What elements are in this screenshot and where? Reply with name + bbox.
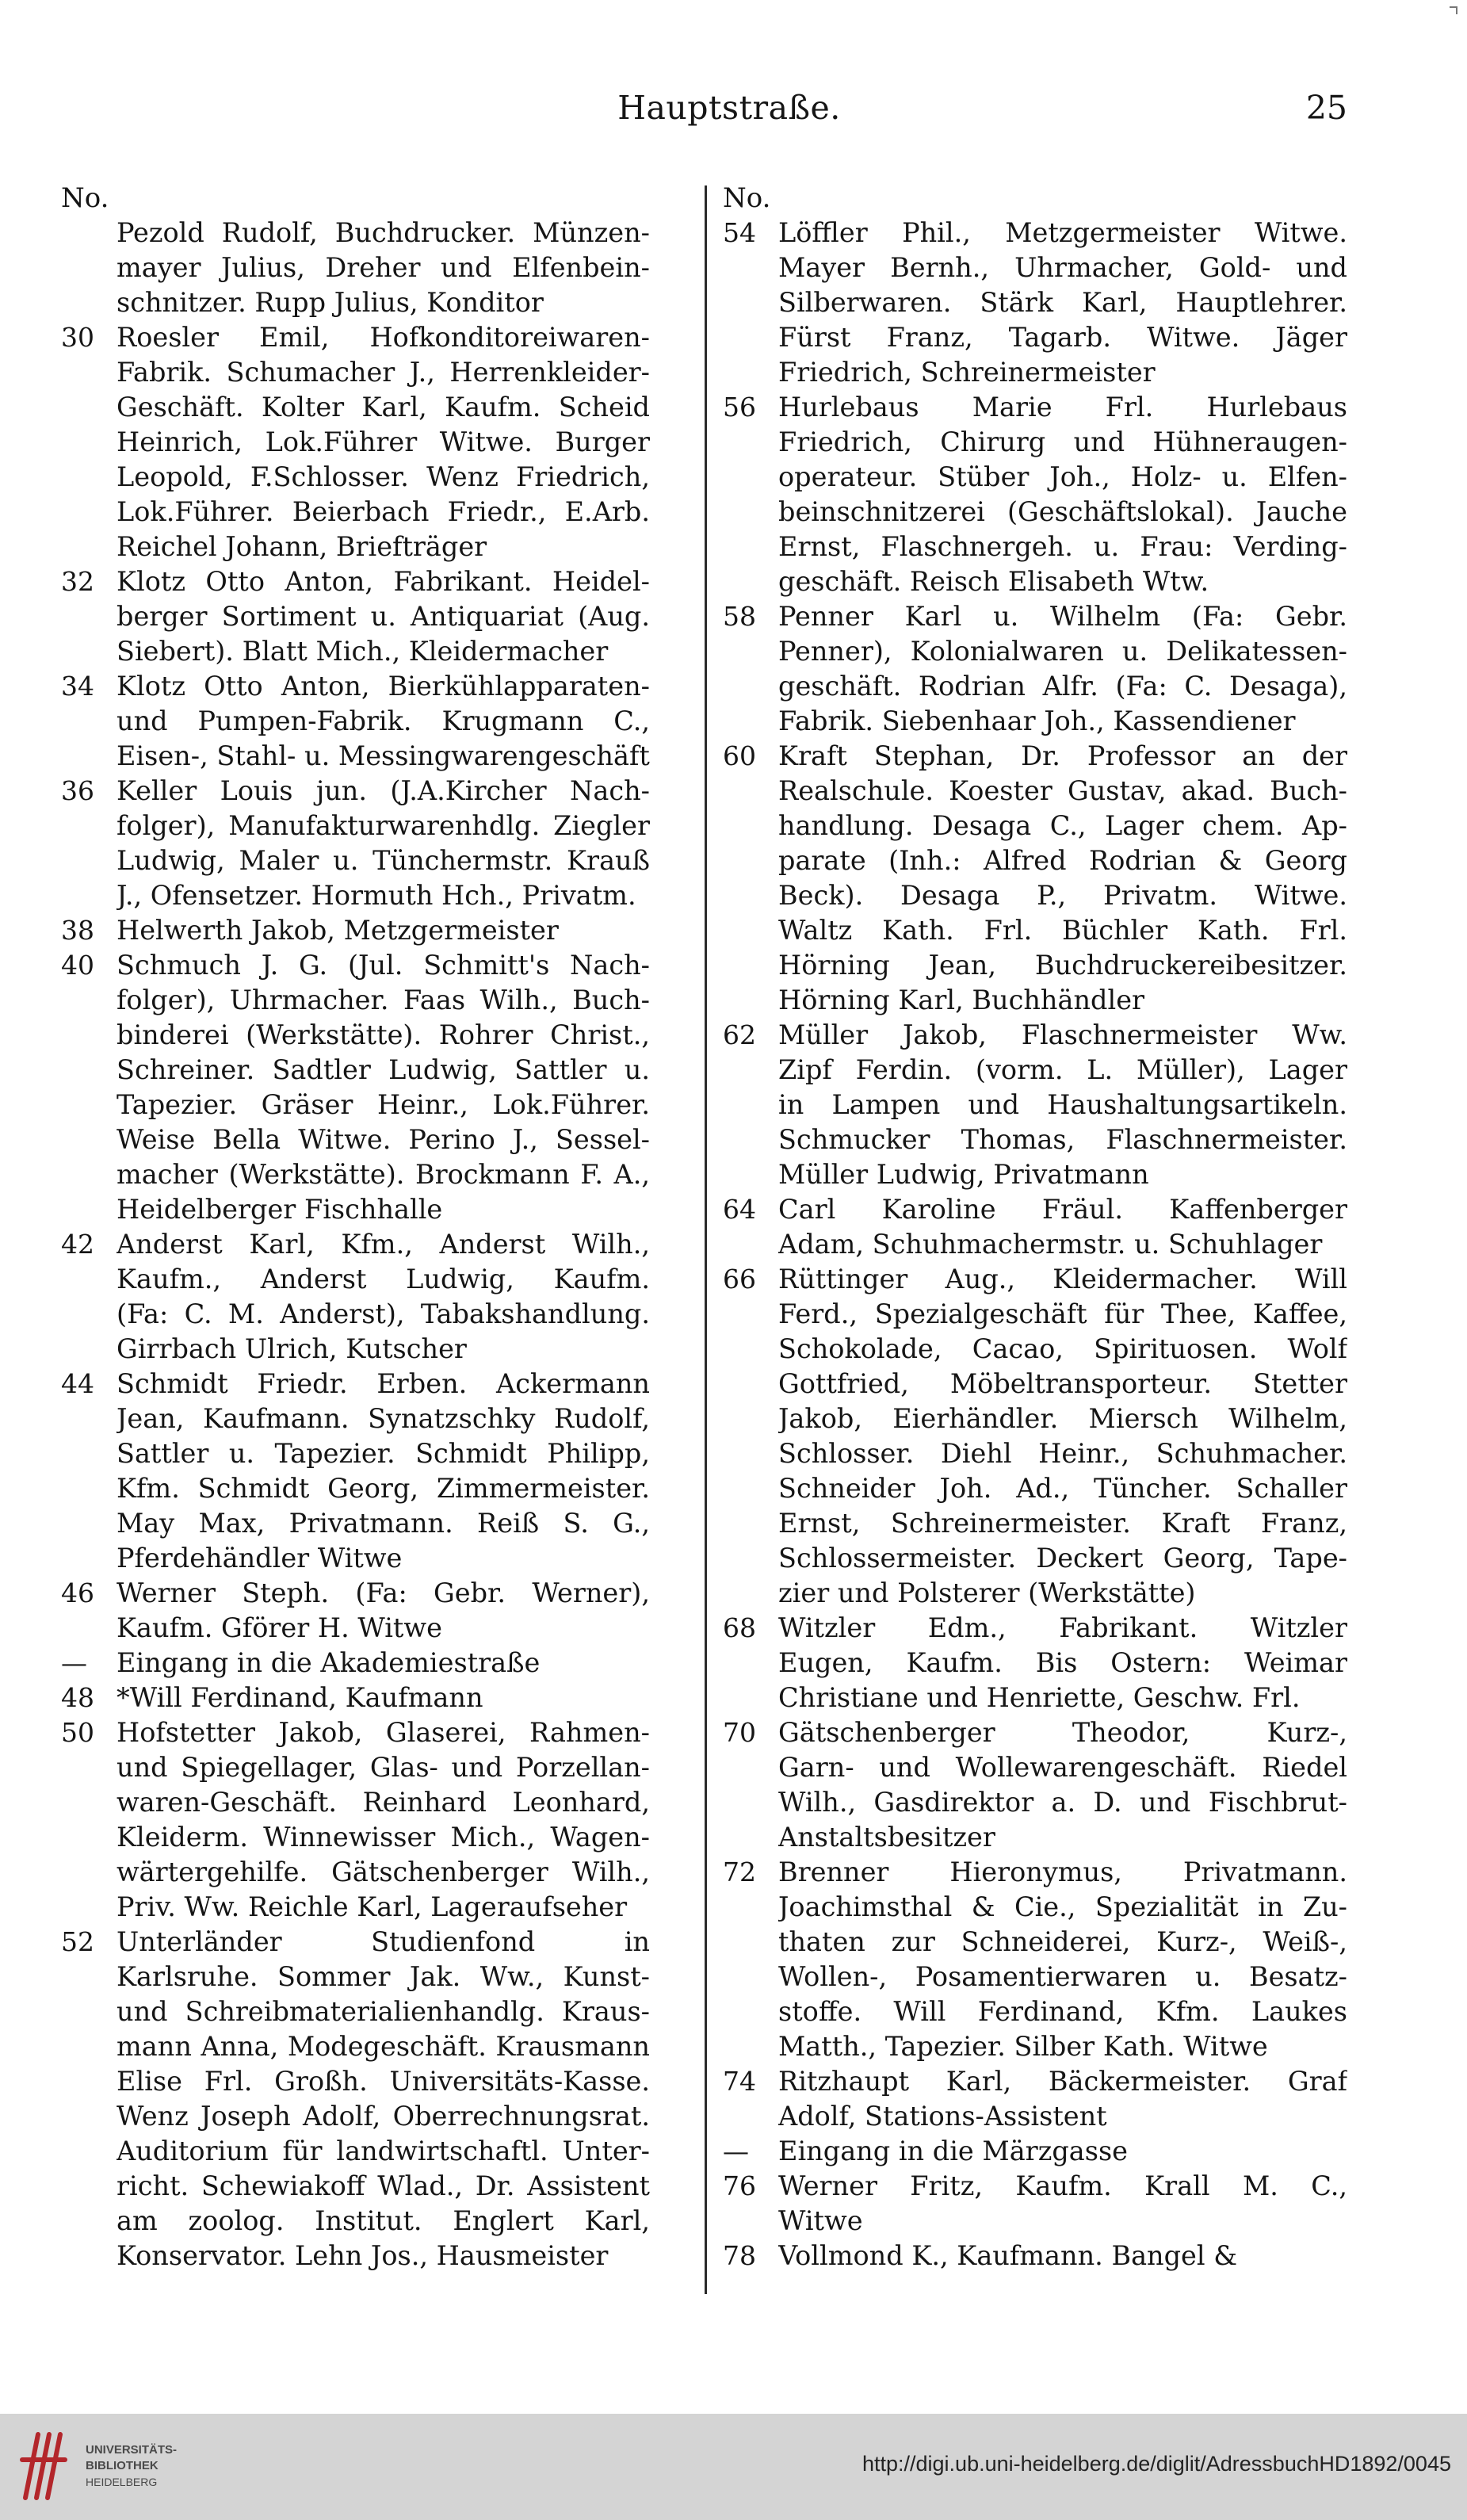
entry-line: Pferdehändler Witwe (117, 1543, 403, 1574)
entry-line: Kleiderm. Winnewisser Mich., Wagen- (117, 1822, 650, 1853)
directory-entry (59, 669, 650, 774)
entry-line: und Spiegellager, Glas- und Porzellan- (117, 1752, 650, 1783)
entry-line: binderei (Werkstätte). Rohrer Christ., (117, 1019, 650, 1050)
house-number: 58 (723, 601, 756, 632)
house-number: 40 (61, 950, 94, 981)
house-number: 34 (61, 671, 94, 702)
entry-line: Schneider Joh. Ad., Tüncher. Schaller (778, 1473, 1347, 1504)
entry-line: Karlsruhe. Sommer Jak. Ww., Kunst- (117, 1961, 650, 1992)
entry-line: Werner Steph. (Fa: Gebr. Werner), (117, 1577, 650, 1608)
entry-line: Eugen, Kaufm. Bis Ostern: Weimar (778, 1647, 1347, 1678)
entry-line: Ferd., Spezialgeschäft für Thee, Kaffee, (778, 1298, 1347, 1329)
entry-text (117, 1646, 650, 1681)
entry-line: Ernst, Flaschnergeh. u. Frau: Verding- (778, 531, 1347, 562)
house-number: 54 (723, 217, 756, 248)
entry-line: Schlossermeister. Deckert Georg, Tape- (778, 1543, 1347, 1574)
directory-entry (721, 2064, 1347, 2134)
entry-text (778, 1018, 1347, 1192)
directory-entry (721, 1611, 1347, 1715)
directory-entry (59, 216, 650, 320)
entry-line: Schmidt Friedr. Erben. Ackermann (117, 1368, 650, 1399)
directory-entry (59, 774, 650, 913)
entry-line: Kaufm. Gförer H. Witwe (117, 1612, 442, 1643)
entry-text (117, 913, 650, 948)
entry-line: Realschule. Koester Gustav, akad. Buch- (778, 775, 1347, 806)
entry-text (778, 739, 1347, 1018)
entry-line: und Schreibmaterialienhandlg. Kraus- (117, 1996, 650, 2027)
entry-line: Gottfried, Möbeltransporteur. Stetter (778, 1368, 1347, 1399)
house-number: — (61, 1647, 87, 1678)
entry-line: Klotz Otto Anton, Bierkühlapparaten- (117, 671, 650, 702)
entry-line: macher (Werkstätte). Brockmann F. A., (117, 1159, 650, 1190)
directory-entry (59, 913, 650, 948)
entry-line: folger), Uhrmacher. Faas Wilh., Buch- (117, 985, 650, 1015)
entry-line: mann Anna, Modegeschäft. Krausmann (117, 2031, 650, 2062)
entry-line: Fabrik. Schumacher J., Herrenkleider- (117, 357, 650, 388)
library-name-line: HEIDELBERG (86, 2476, 158, 2488)
directory-entry (59, 948, 650, 1227)
directory-entry (721, 1192, 1347, 1262)
entry-line: Schokolade, Cacao, Spirituosen. Wolf (778, 1333, 1347, 1364)
entry-line: Pezold Rudolf, Buchdrucker. Münzen- (117, 217, 650, 248)
entry-line: Schlosser. Diehl Heinr., Schuhmacher. (778, 1438, 1347, 1469)
directory-entry (59, 1227, 650, 1367)
directory-entry (721, 599, 1347, 739)
entry-line: *Will Ferdinand, Kaufmann (117, 1682, 483, 1713)
entry-line: (Fa: C. M. Anderst), Tabakshandlung. (117, 1298, 650, 1329)
directory-entry (59, 1646, 650, 1681)
entry-line: Gätschenberger Theodor, Kurz-, (778, 1717, 1347, 1748)
entry-line: Werner Fritz, Kaufm. Krall M. C., (778, 2170, 1347, 2201)
entry-line: Leopold, F.Schlosser. Wenz Friedrich, (117, 461, 650, 492)
entry-line: operateur. Stüber Joh., Holz- u. Elfen- (778, 461, 1347, 492)
entry-line: Vollmond K., Kaufmann. Bangel & (778, 2240, 1238, 2271)
entry-line: Eisen-, Stahl- u. Messingwarengeschäft (117, 740, 650, 771)
entry-line: Zipf Ferdin. (vorm. L. Müller), Lager (778, 1054, 1347, 1085)
entry-text (117, 320, 650, 564)
entry-text (117, 564, 650, 669)
directory-entry (721, 390, 1347, 599)
entry-line: Adolf, Stations-Assistent (778, 2101, 1107, 2132)
house-number: 30 (61, 322, 94, 353)
entry-text (778, 1192, 1347, 1262)
corner-mark (1450, 6, 1457, 14)
entry-line: Unterländer Studienfond in (117, 1926, 650, 1957)
entry-line: Müller Jakob, Flaschnermeister Ww. (778, 1019, 1347, 1050)
entry-line: Hörning Karl, Buchhändler (778, 985, 1145, 1015)
directory-entry (59, 1367, 650, 1576)
entry-line: Waltz Kath. Frl. Büchler Kath. Frl. (778, 915, 1347, 946)
entry-line: Schreiner. Sadtler Ludwig, Sattler u. (117, 1054, 650, 1085)
entry-line: beinschnitzerei (Geschäftslokal). Jauche (778, 496, 1347, 527)
entry-line: Joachimsthal & Cie., Spezialität in Zu- (778, 1891, 1347, 1922)
page-number: 25 (1305, 89, 1347, 127)
left-entries (59, 216, 650, 2273)
entry-text (778, 2064, 1347, 2134)
house-number: 64 (723, 1194, 756, 1225)
entry-line: Anderst Karl, Kfm., Anderst Wilh., (117, 1229, 650, 1260)
entry-line: Hofstetter Jakob, Glaserei, Rahmen- (117, 1717, 650, 1748)
entry-line: Penner Karl u. Wilhelm (Fa: Gebr. (778, 601, 1347, 632)
entry-text (778, 1855, 1347, 2064)
house-number: 62 (723, 1019, 756, 1050)
entry-line: geschäft. Reisch Elisabeth Wtw. (778, 566, 1209, 597)
entry-line: Adam, Schuhmachermstr. u. Schuhlager (778, 1229, 1323, 1260)
entry-text (778, 1611, 1347, 1715)
entry-line: Roesler Emil, Hofkonditoreiwaren- (117, 322, 650, 353)
library-name-line: BIBLIOTHEK (86, 2459, 159, 2472)
house-number: 72 (723, 1857, 756, 1887)
entry-text (778, 599, 1347, 739)
directory-entry (721, 1262, 1347, 1611)
directory-entry (721, 2169, 1347, 2239)
entry-line: Wilh., Gasdirektor a. D. und Fischbrut- (778, 1787, 1347, 1818)
left-column (59, 181, 650, 2273)
entry-line: Ludwig, Maler u. Tünchermstr. Krauß (117, 845, 650, 876)
house-number: 70 (723, 1717, 756, 1748)
house-number: 36 (61, 775, 94, 806)
column-heading: No. (61, 182, 109, 214)
house-number: 48 (61, 1682, 94, 1713)
entry-line: Christiane und Henriette, Geschw. Frl. (778, 1682, 1301, 1713)
entry-line: Friedrich, Schreinermeister (778, 357, 1156, 388)
entry-line: wärtergehilfe. Gätschenberger Wilh., (117, 1857, 650, 1887)
entry-line: Konservator. Lehn Jos., Hausmeister (117, 2240, 609, 2271)
university-library-logo-icon (17, 2428, 71, 2504)
entry-line: Geschäft. Kolter Karl, Kaufm. Scheid (117, 392, 650, 423)
entry-line: Carl Karoline Fräul. Kaffenberger (778, 1194, 1347, 1225)
entry-line: Reichel Johann, Briefträger (117, 531, 487, 562)
entry-line: Penner), Kolonialwaren u. Delikatessen- (778, 636, 1347, 667)
directory-entry (59, 1925, 650, 2273)
entry-line: Beck). Desaga P., Privatm. Witwe. (778, 880, 1347, 911)
entry-text (778, 1715, 1347, 1855)
right-column (721, 181, 1347, 2273)
entry-text (117, 1925, 650, 2273)
house-number: 42 (61, 1229, 94, 1260)
entry-line: Tapezier. Gräser Heinr., Lok.Führer. (117, 1089, 650, 1120)
directory-entry (721, 1855, 1347, 2064)
entry-text (117, 948, 650, 1227)
entry-line: Friedrich, Chirurg und Hühneraugen- (778, 426, 1347, 457)
right-entries (721, 216, 1347, 2273)
entry-line: Witwe (778, 2205, 863, 2236)
entry-text (117, 1367, 650, 1576)
entry-line: Kraft Stephan, Dr. Professor an der (778, 740, 1347, 771)
entry-line: Priv. Ww. Reichle Karl, Lageraufseher (117, 1891, 628, 1922)
entry-line: Heinrich, Lok.Führer Witwe. Burger (117, 426, 650, 457)
entry-line: parate (Inh.: Alfred Rodrian & Georg (778, 845, 1347, 876)
entry-line: Matth., Tapezier. Silber Kath. Witwe (778, 2031, 1268, 2062)
page-title: Hauptstraße. (617, 89, 841, 127)
entry-line: Sattler u. Tapezier. Schmidt Philipp, (117, 1438, 650, 1469)
entry-line: J., Ofensetzer. Hormuth Hch., Privatm. (117, 880, 636, 911)
entry-text (117, 216, 650, 320)
entry-line: Lok.Führer. Beierbach Friedr., E.Arb. (117, 496, 650, 527)
entry-line: Jakob, Eierhändler. Miersch Wilhelm, (778, 1403, 1347, 1434)
directory-entry (59, 320, 650, 564)
entry-line: in Lampen und Haushaltungsartikeln. (778, 1089, 1347, 1120)
column-divider (705, 185, 707, 2294)
entry-line: Girrbach Ulrich, Kutscher (117, 1333, 467, 1364)
directory-entry (59, 1681, 650, 1715)
entry-text (117, 669, 650, 774)
entry-line: Kfm. Schmidt Georg, Zimmermeister. (117, 1473, 650, 1504)
column-heading: No. (723, 182, 771, 214)
directory-entry (59, 1576, 650, 1646)
directory-entry (721, 1018, 1347, 1192)
entry-text (117, 774, 650, 913)
entry-text (117, 1681, 650, 1715)
entry-text (117, 1576, 650, 1646)
entry-line: am zoolog. Institut. Englert Karl, (117, 2205, 650, 2236)
entry-line: Schmucker Thomas, Flaschnermeister. (778, 1124, 1347, 1155)
entry-line: Brenner Hieronymus, Privatmann. (778, 1857, 1347, 1887)
entry-text (778, 390, 1347, 599)
house-number: 52 (61, 1926, 94, 1957)
entry-line: Elise Frl. Großh. Universitäts-Kasse. (117, 2066, 650, 2097)
entry-line: Anstaltsbesitzer (778, 1822, 995, 1853)
entry-line: waren-Geschäft. Reinhard Leonhard, (117, 1787, 650, 1818)
entry-line: mayer Julius, Dreher und Elfenbein- (117, 252, 650, 283)
entry-text (117, 1227, 650, 1367)
entry-line: Löffler Phil., Metzgermeister Witwe. (778, 217, 1347, 248)
entry-line: geschäft. Rodrian Alfr. (Fa: C. Desaga), (778, 671, 1347, 702)
entry-line: Keller Louis jun. (J.A.Kircher Nach- (117, 775, 650, 806)
entry-line: Schmuch J. G. (Jul. Schmitt's Nach- (117, 950, 650, 981)
entry-line: stoffe. Will Ferdinand, Kfm. Laukes (778, 1996, 1347, 2027)
directory-entry (721, 2239, 1347, 2273)
entry-text (778, 1262, 1347, 1611)
entry-line: Silberwaren. Stärk Karl, Hauptlehrer. (778, 287, 1347, 318)
entry-line: berger Sortiment u. Antiquariat (Aug. (117, 601, 650, 632)
house-number: 66 (723, 1264, 756, 1294)
page-header (111, 89, 1347, 136)
entry-line: Wenz Joseph Adolf, Oberrechnungsrat. (117, 2101, 650, 2132)
entry-text (778, 2134, 1347, 2169)
entry-line: und Pumpen-Fabrik. Krugmann C., (117, 706, 650, 736)
house-number: 44 (61, 1368, 94, 1399)
entry-text (778, 216, 1347, 390)
entry-line: Eingang in die Akademiestraße (117, 1647, 541, 1678)
entry-line: folger), Manufakturwarenhdlg. Ziegler (117, 810, 650, 841)
entry-line: Heidelberger Fischhalle (117, 1194, 443, 1225)
entry-line: Siebert). Blatt Mich., Kleidermacher (117, 636, 609, 667)
entry-line: Weise Bella Witwe. Perino J., Sessel- (117, 1124, 650, 1155)
entry-line: Wollen-, Posamentierwaren u. Besatz- (778, 1961, 1347, 1992)
house-number: 60 (723, 740, 756, 771)
entry-line: Witzler Edm., Fabrikant. Witzler (778, 1612, 1347, 1643)
house-number: 76 (723, 2170, 756, 2201)
house-number: 74 (723, 2066, 756, 2097)
entry-line: Fabrik. Siebenhaar Joh., Kassendiener (778, 706, 1296, 736)
house-number: 32 (61, 566, 94, 597)
directory-entry (59, 1715, 650, 1925)
entry-line: Garn- und Wollewarengeschäft. Riedel (778, 1752, 1347, 1783)
source-url-link[interactable]: http://digi.ub.uni-heidelberg.de/diglit/AdressbuchHD1892/0045 (861, 2452, 1451, 2476)
house-number: 68 (723, 1612, 756, 1643)
entry-line: zier und Polsterer (Werkstätte) (778, 1577, 1196, 1608)
entry-line: richt. Schewiakoff Wlad., Dr. Assistent (117, 2170, 650, 2201)
entry-line: Eingang in die Märzgasse (778, 2136, 1128, 2166)
entry-line: Ernst, Schreinermeister. Kraft Franz, (778, 1508, 1347, 1539)
directory-entry (721, 216, 1347, 390)
directory-entry (59, 564, 650, 669)
entry-text (117, 1715, 650, 1925)
entry-line: Auditorium für landwirtschaftl. Unter- (117, 2136, 650, 2166)
entry-line: Rüttinger Aug., Kleidermacher. Will (778, 1264, 1347, 1294)
footer-bar (0, 2414, 1467, 2520)
directory-entry (721, 2134, 1347, 2169)
entry-line: Hörning Jean, Buchdruckereibesitzer. (778, 950, 1347, 981)
directory-entry (721, 1715, 1347, 1855)
house-number: 78 (723, 2240, 756, 2271)
house-number: 38 (61, 915, 94, 946)
entry-line: Hurlebaus Marie Frl. Hurlebaus (778, 392, 1347, 423)
house-number: 56 (723, 392, 756, 423)
entry-line: Mayer Bernh., Uhrmacher, Gold- und (778, 252, 1347, 283)
entry-line: Müller Ludwig, Privatmann (778, 1159, 1149, 1190)
entry-line: Fürst Franz, Tagarb. Witwe. Jäger (778, 322, 1347, 353)
entry-line: May Max, Privatmann. Reiß S. G., (117, 1508, 650, 1539)
entry-line: Jean, Kaufmann. Synatzschky Rudolf, (117, 1403, 650, 1434)
entry-line: Ritzhaupt Karl, Bäckermeister. Graf (778, 2066, 1347, 2097)
directory-entry (721, 739, 1347, 1018)
entry-line: thaten zur Schneiderei, Kurz-, Weiß-, (778, 1926, 1347, 1957)
entry-line: Helwerth Jakob, Metzgermeister (117, 915, 559, 946)
entry-line: handlung. Desaga C., Lager chem. Ap- (778, 810, 1347, 841)
library-name-line: UNIVERSITÄTS- (86, 2443, 178, 2457)
house-number: 46 (61, 1577, 94, 1608)
entry-text (778, 2169, 1347, 2239)
entry-line: schnitzer. Rupp Julius, Konditor (117, 287, 544, 318)
entry-text (778, 2239, 1347, 2273)
entry-line: Klotz Otto Anton, Fabrikant. Heidel- (117, 566, 650, 597)
entry-line: Kaufm., Anderst Ludwig, Kaufm. (117, 1264, 650, 1294)
house-number: 50 (61, 1717, 94, 1748)
house-number: — (723, 2136, 749, 2166)
library-name (86, 2442, 177, 2490)
